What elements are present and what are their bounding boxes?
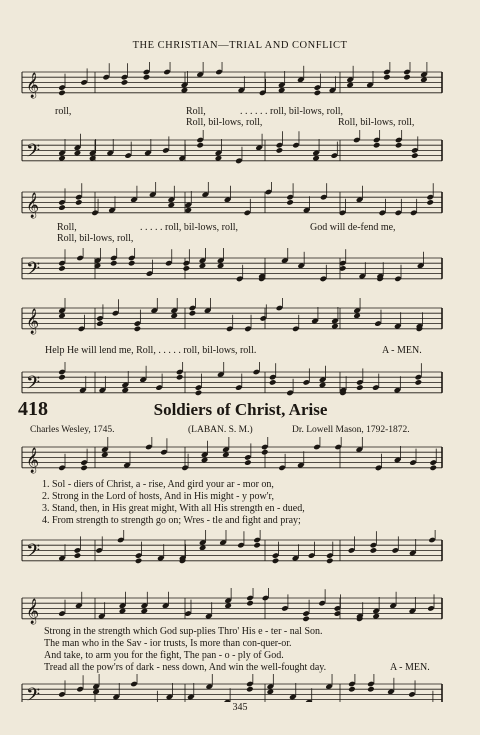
verse-line-1-cont: Strong in the strength which God sup-plies Thro' His e - ter - nal Son.	[44, 626, 323, 637]
hymn-composer: Dr. Lowell Mason, 1792-1872.	[292, 425, 410, 435]
note-heads	[58, 362, 422, 396]
lyric-line-lower: Roll, bil-lows, roll,	[57, 233, 134, 244]
svg-text:𝄢: 𝄢	[26, 540, 41, 566]
staff-lines	[22, 684, 442, 702]
verse-line-1: 1. Sol - diers of Christ, a - rise, And gird your ar - mor on,	[42, 479, 274, 490]
lyric-line-lower: Roll, bil-lows, roll,	[338, 117, 415, 128]
svg-text:𝄞: 𝄞	[26, 72, 40, 98]
svg-text:𝄢: 𝄢	[26, 684, 41, 702]
music-staff-bass	[0, 530, 480, 576]
music-staff-treble	[0, 437, 480, 483]
svg-text:𝄞: 𝄞	[26, 308, 40, 334]
music-staff-bass	[0, 674, 480, 702]
note-heads	[58, 588, 435, 622]
svg-text:𝄢: 𝄢	[26, 258, 41, 284]
staff-lines	[22, 308, 442, 329]
verse-line-4: 4. From strength to strength go on; Wres - tle and fight and pray;	[42, 515, 301, 526]
note-heads	[58, 248, 424, 282]
verse-line-4-cont: Tread all the pow'rs of dark - ness down, And win the well-fought day.	[44, 662, 327, 673]
hymn-title: Soldiers of Christ, Arise	[153, 400, 328, 419]
note-heads	[58, 182, 434, 216]
amen-label: A - MEN.	[390, 662, 430, 673]
lyric-line: . . . . . . roll, bil-lows, roll,	[240, 106, 344, 117]
note-heads	[58, 674, 433, 702]
music-staff-bass	[0, 362, 480, 402]
lyric-line: roll,	[55, 106, 72, 117]
lyric-line: Help He will lend me, Roll, . . . . . roll, bil-lows, roll.	[45, 345, 257, 356]
running-head: THE CHRISTIAN—TRIAL AND CONFLICT	[132, 40, 348, 51]
verse-line-2: 2. Strong in the Lord of hosts, And in His might - y pow'r,	[42, 491, 274, 502]
svg-text:𝄞: 𝄞	[26, 447, 40, 473]
music-staff-bass	[0, 130, 480, 176]
verse-line-2-cont: The man who in the Sav - ior trusts, Is more than con-quer-or.	[44, 638, 292, 649]
hymn-author: Charles Wesley, 1745.	[30, 425, 115, 435]
verse-line-3-cont: And take, to arm you for the fight, The pan - o - ply of God.	[44, 650, 284, 661]
note-heads	[58, 130, 418, 164]
lyric-line: A - MEN.	[382, 345, 422, 356]
staff-lines	[22, 192, 442, 213]
note-heads	[58, 62, 427, 96]
svg-text:𝄞: 𝄞	[26, 192, 40, 218]
lyric-line: God will de-fend me,	[310, 222, 396, 233]
svg-text:𝄢: 𝄢	[26, 372, 41, 398]
music-staff-treble	[0, 62, 480, 108]
lyric-line: Roll,	[57, 222, 77, 233]
hymn-number: 418	[18, 398, 48, 420]
verse-line-3: 3. Stand, then, in His great might, With all His strength en - dued,	[42, 503, 305, 514]
svg-text:𝄞: 𝄞	[26, 598, 40, 624]
lyric-line: Roll,	[186, 106, 206, 117]
staff-lines	[22, 140, 442, 161]
music-staff-treble	[0, 298, 480, 344]
page-number: 345	[232, 702, 248, 713]
lyric-line-lower: Roll, bil-lows, roll,	[186, 117, 263, 128]
svg-text:𝄢: 𝄢	[26, 140, 41, 166]
staff-lines	[22, 540, 442, 561]
hymn-tune: (LABAN. S. M.)	[188, 425, 253, 435]
lyric-line: . . . . . roll, bil-lows, roll,	[140, 222, 239, 233]
music-staff-bass	[0, 248, 480, 294]
note-heads	[58, 437, 437, 471]
hymn-header	[18, 400, 463, 426]
note-heads	[58, 530, 436, 564]
note-heads	[58, 298, 423, 332]
